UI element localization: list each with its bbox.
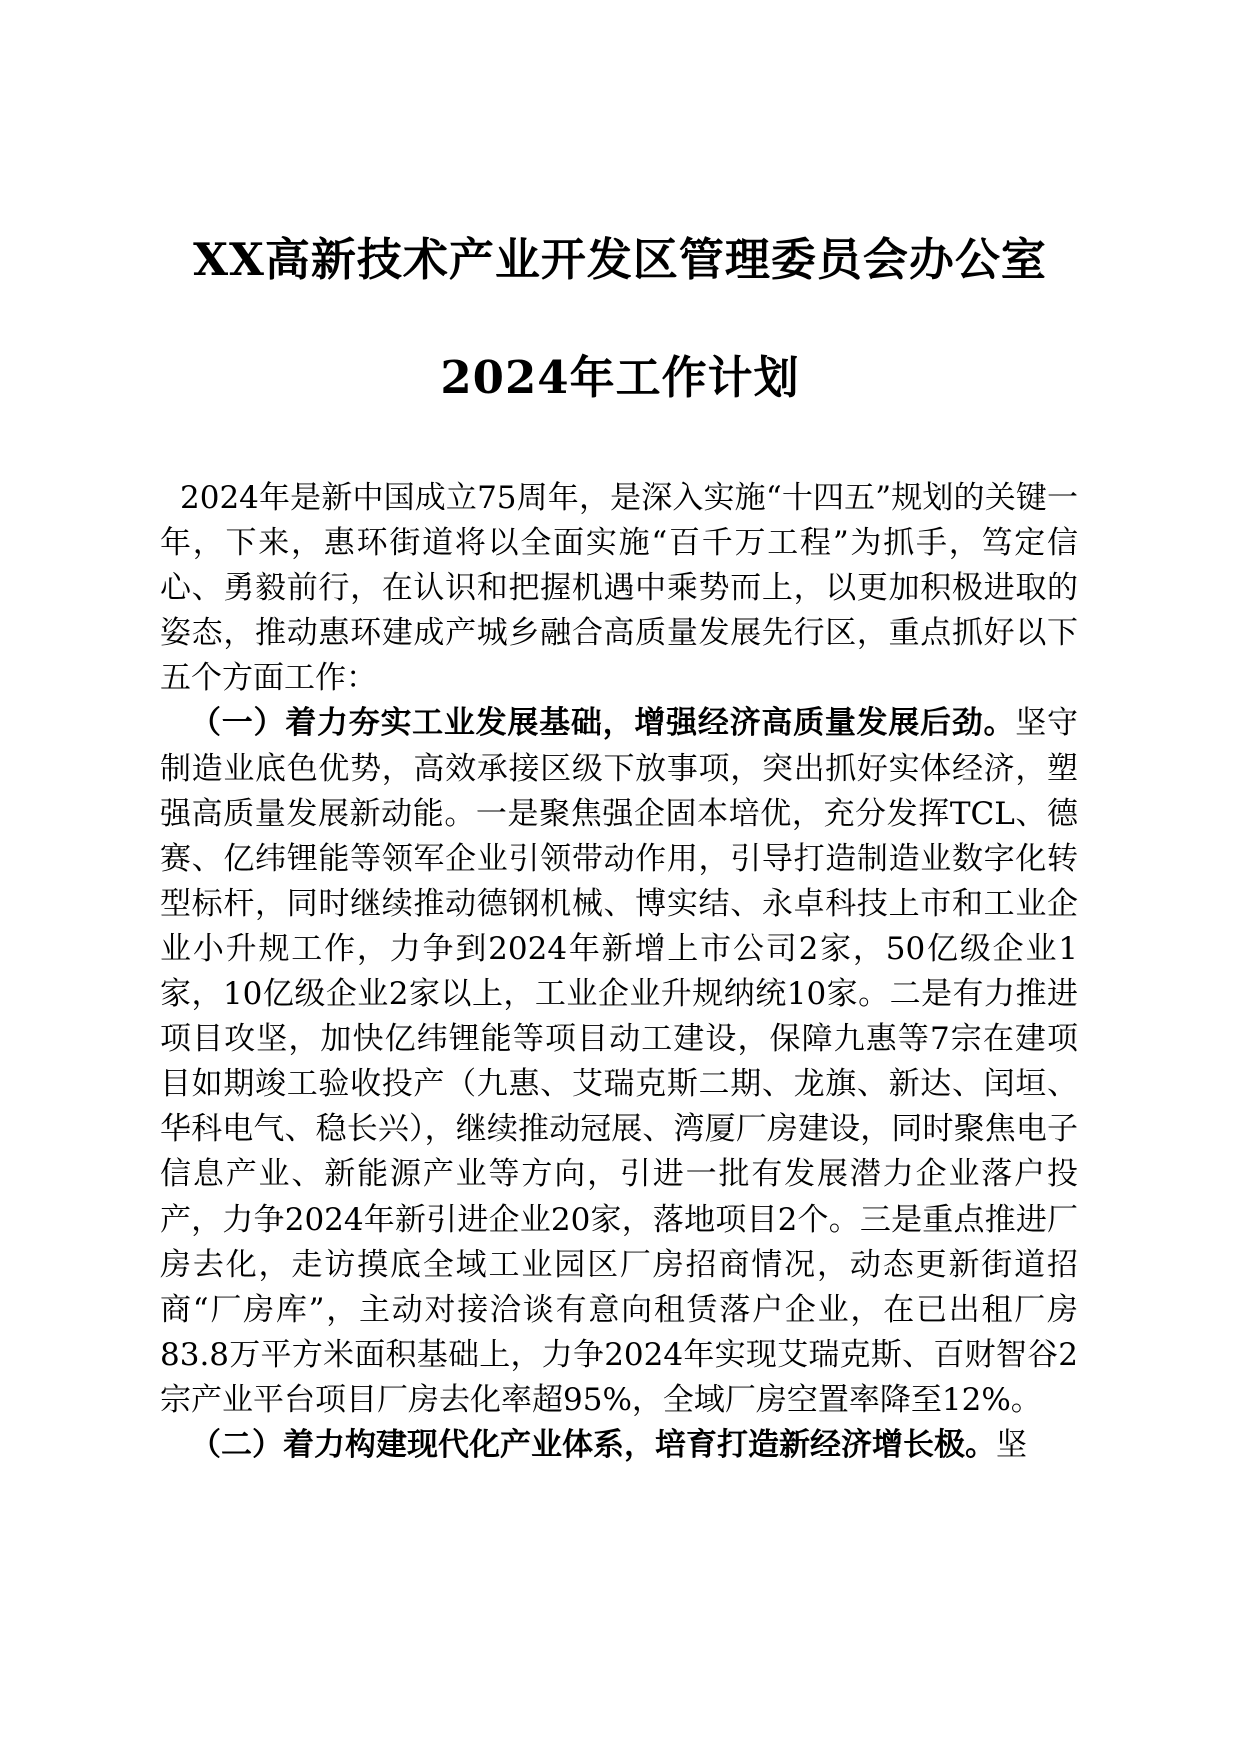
section-2-paragraph <box>160 1423 1078 1468</box>
document-title-line-2: 2024年工作计划 <box>440 351 800 404</box>
section-1-paragraph <box>160 701 1078 1423</box>
document-title-line-1: XX高新技术产业开发区管理委员会办公室 <box>193 233 1047 286</box>
section-1-text: 坚守制造业底色优势，高效承接区级下放事项，突出抓好实体经济，塑强高质量发展新动能。一是聚焦强企固本培优，充分发挥TCL、德赛、亿纬锂能等领军企业引领带动作用，引导打造制造业数字化转型标杆，同时继续推动德钢机械、博实结、永卓科技上市和工业企业小升规工作，力争到2024年新增上市公司2家，50亿级企业1家，10亿级企业2家以上，工业企业升规纳统10家。二是有力推进项目攻坚，加快亿纬锂能等项目动工建设，保障九惠等7宗在建项目如期竣工验收投产（九惠、艾瑞克斯二期、龙旗、新达、闰垣、华科电气、稳长兴），继续推动冠展、湾厦厂房建设，同时聚焦电子信息产业、新能源产业等方向，引进一批有发展潜力企业落户投产，力争2024年新引进企业20家，落地项目2个。三是重点推进厂房去化，走访摸底全域工业园区厂房招商情况，动态更新街道招商“厂房库”，主动对接洽谈有意向租赁落户企业，在已出租厂房83.8万平方米面积基础上，力争2024年实现艾瑞克斯、百财智谷2宗产业平台项目厂房去化率超95%，全域厂房空置率降至12%。 <box>160 705 1079 1418</box>
section-2-heading: （二）着力构建现代化产业体系，培育打造新经济增长极。 <box>190 1426 996 1463</box>
section-1-heading: （一）着力夯实工业发展基础，增强经济高质量发展后劲。 <box>190 705 1016 742</box>
section-2-text: 坚 <box>996 1426 1027 1463</box>
document-body <box>160 476 1078 1468</box>
intro-paragraph: 2024年是新中国成立75周年，是深入实施“十四五”规划的关键一年，下来，惠环街道将以全面实施“百千万工程”为抓手，笃定信心、勇毅前行，在认识和把握机遇中乘势而上，以更加积极进取的姿态，推动惠环建成产城乡融合高质量发展先行区，重点抓好以下五个方面工作： <box>160 480 1078 697</box>
